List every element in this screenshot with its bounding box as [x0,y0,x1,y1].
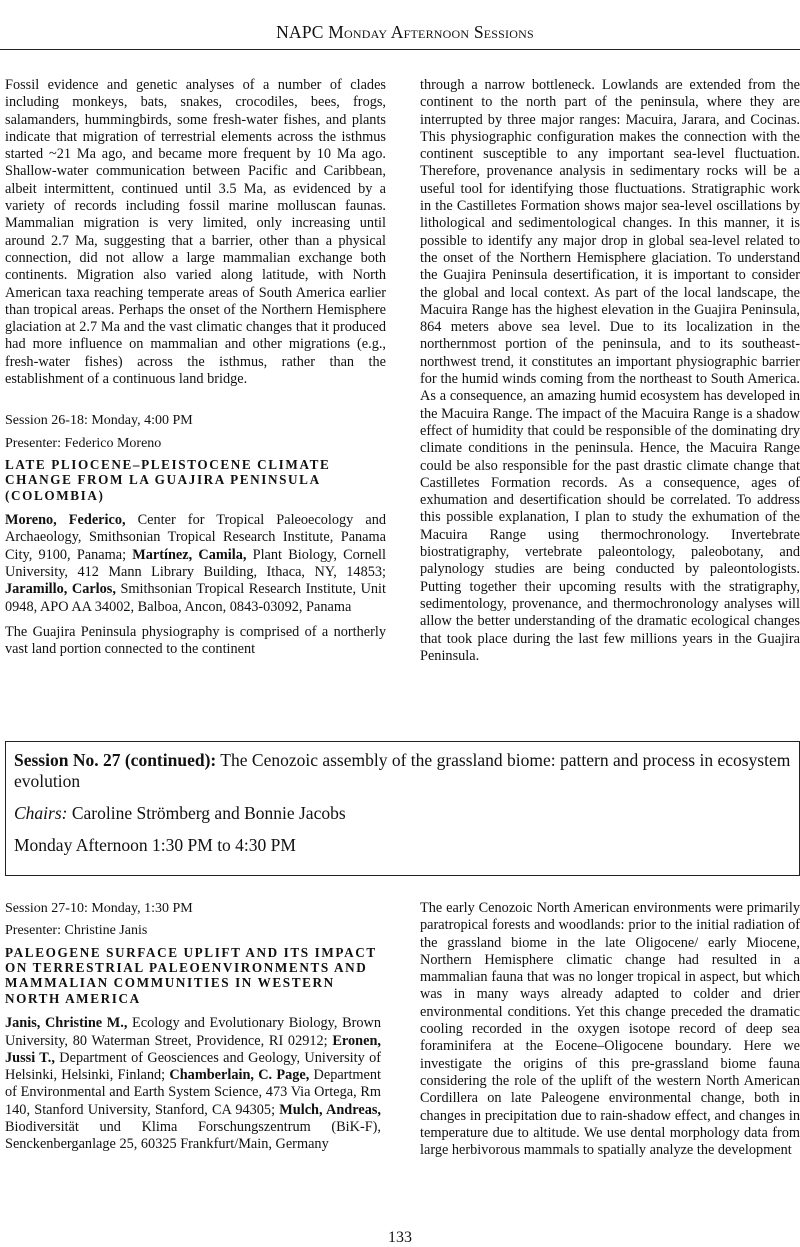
author-affiliation: Plant Biology, Cornell University, 412 Mann Library Building, Ithaca, NY, 14853; [5,546,387,581]
lower-right-column [420,900,800,1159]
abstract-title: PALEOGENE SURFACE UPLIFT AND ITS IMPACT ON TERRESTRIAL PALEOENVIRONMENTS AND MAMMALIAN COMMUNITIES IN WESTERN NORTH AMERICA [5,944,377,1006]
author-affiliation: Biodiversität und Klima Forschungszentrum (BiK-F), Senckenberganlage 25, 60325 Frankfurt/Main, Germany [5,1119,381,1153]
upper-left-column [5,77,386,659]
page-number: 133 [388,1229,412,1246]
session-label: Session No. 27 (continued): [14,750,217,770]
presenter: Presenter: Christine Janis [5,923,148,939]
session-chairs [14,803,791,824]
intro-paragraph: Fossil evidence and genetic analyses of a number of clades including monkeys, bats, snakes, crocodiles, bees, frogs, salamanders, hummingbirds, some fresh-water fishes, and plants indicate that migration of terrestrial elements across the isthmus started ~21 Ma ago, and became more frequent by 10 Ma ago. Shallow-water communication between Pacific and Caribbean, albeit intermittent, continued until 3.5 Ma, as evidenced by a variety of records including fossil marine molluscan faunas. Mammalian migration is very limited, only increasing until around 2.7 Ma, suggesting that a barrier, other than a physical connection, did not allow a large mammalian exchange both continents. Migration also varied along latitude, with North American taxa reaching temperate areas of South America earlier than tropical areas. Perhaps the onset of the Northern Hemisphere glaciation at 2.7 Ma and the vast climatic changes that it produced had more influence on mammalian and other migrations (e.g., fresh-water fishes) across the isthmus, rather than the establishment of a continuous land bridge. [5,77,386,388]
author-name: Jaramillo, Carlos, [5,581,116,598]
author-name: Janis, Christine M., [5,1015,128,1032]
lower-left-column [5,900,381,1162]
author-name: Moreno, Federico, [5,512,126,529]
session-box [5,741,800,876]
chairs-label: Chairs: [14,803,68,823]
author-name: Mulch, Andreas, [279,1101,381,1118]
upper-right-column [420,77,800,665]
header-rule [0,49,800,50]
session-time-range: Monday Afternoon 1:30 PM to 4:30 PM [14,835,296,855]
session-description: The Cenozoic assembly of the grassland biome: pattern and process in ecosystem evolution [14,750,791,791]
presenter: Presenter: Federico Moreno [5,435,162,451]
author-affiliation: Smithsonian Tropical Research Institute, Unit 0948, APO AA 34002, Balboa, Ancon, 0843-03092, Panama [5,581,386,615]
abstract-body: The early Cenozoic North American environments were primarily paratropical forests and woodlands: prior to the initial radiation of the grassland biome in the late Oligocene/ early Miocene, Northern Hemisphere climatic change had resulted in a mammalian fauna that was no longer tropical in aspect, but which was in many ways already adapted to colder and drier environmental conditions. Yet this change preceded the dramatic cooling recorded in the oxygen isotope record of deep sea foraminifera at the Eocene–Oligocene boundary. Here we investigate the origins of this pre-grassland biome fauna considering the role of the uplift of the western North American Cordillera on late Paleogene environmental change, both in changes in precipitation due to rain-shadow effect, and changes in temperature due to altitude. We use dental morphology data from large herbivorous mammals to spatially analyze the development [420,900,800,1159]
abstract-title: LATE PLIOCENE–PLEISTOCENE CLIMATE CHANGE FROM LA GUAJIRA PENINSULA (COLOMBIA) [5,456,331,503]
author-affiliation: Center for Tropical Paleoecology and Archaeology, Smithsonian Tropical Research Institute, Panama City, 9100, Panama; [5,512,386,563]
author-affiliation: Department of Environmental and Earth System Science, 473 Via Ortega, Rm 140, Stanford University, Stanford, CA 94305; [5,1067,382,1118]
author-name: Eronen, Jussi T., [5,1032,381,1066]
author-name: Chamberlain, C. Page, [169,1067,310,1084]
author-affiliation: Department of Geosciences and Geology, University of Helsinki, Helsinki, Finland; [5,1049,382,1084]
abstract-body-start: The Guajira Peninsula physiography is comprised of a northerly vast land portion connected to the continent [5,623,386,658]
session-heading [14,750,791,792]
author-affiliation: Ecology and Evolutionary Biology, Brown University, 80 Waterman Street, Providence, RI 02912; [5,1015,381,1049]
abstract-body-continued: through a narrow bottleneck. Lowlands are extended from the continent to the north part of the peninsula, where they are interrupted by three major ranges: Macuira, Jarara, and Cocinas. This physiographic configuration makes the connection with the continent susceptible to any important sea-level fluctuation. Therefore, provenance analysis in sedimentary rocks will be a useful tool for identifying those fluctuations. Stratigraphic work in the Castilletes Formation shows major sea-level oscillations by lithological and sedimentological changes. In this manner, it is possible to identify any major drop in global sea-level related to the onset of the Northern Hemisphere glaciation. To understand the Guajira Peninsula desertification, it is important to consider the global and local context. As part of the local landscape, the Macuira Range has the highest elevation in the Guajira Peninsula, 864 meters above sea level. Due to its localization in the northernmost portion of the peninsula, and to its southeast-northwest trend, it constitutes an important physiographic barrier for the humid winds coming from the northeast to South America. As a consequence, an amazing humid ecosystem has developed in the Macuira Range. The impact of the Macuira Range is a shadow effect of humidity that could be responsible of the dominating dry climate conditions in the peninsula. Hence, the Macuira Range could be also responsible for the past drastic climate change that Castilletes Formation records. As a consequence, ages of exhumation and desertification should be correlated. To address this possible explanation, I plan to study the exhumation of the Macuira Range using thermochronology. Invertebrate biostratigraphy, vertebrate paleontology, paleobotany, and palynology studies are being conducted by paleontologists. Putting together their upcoming results with the stratigraphy, sedimentology, provenance, and thermochronology analyses will allow the better understanding of the dramatic ecological changes that took place during the last few millions years in the Guajira Peninsula. [420,77,800,664]
session-time: Session 27-10: Monday, 1:30 PM [5,901,193,916]
chairs-names: Caroline Strömberg and Bonnie Jacobs [67,803,346,823]
session-time: Session 26-18: Monday, 4:00 PM [5,413,193,429]
author-list [5,512,386,616]
running-header: NAPC Monday Afternoon Sessions [276,22,534,42]
author-list [5,1015,381,1153]
author-name: Martínez, Camila, [132,546,247,563]
